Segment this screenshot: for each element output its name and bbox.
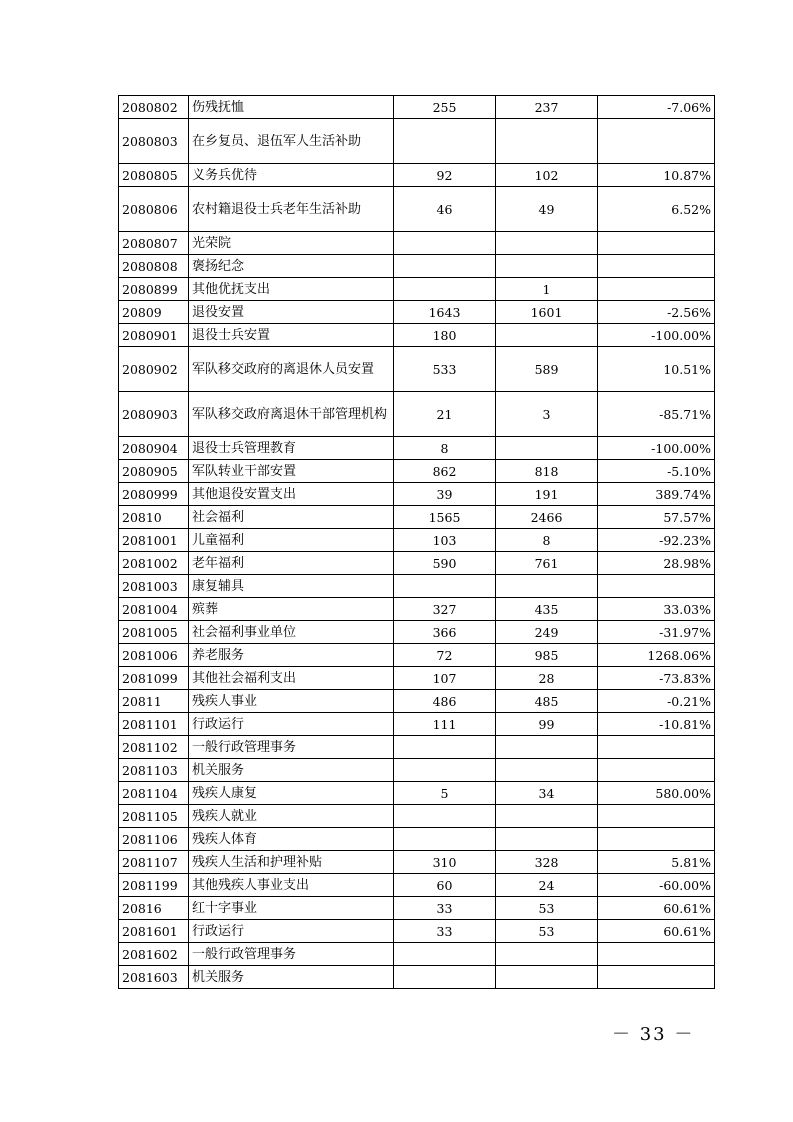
row-value-current: 485 — [496, 690, 598, 713]
row-code: 2080806 — [119, 187, 189, 232]
row-value-current — [496, 119, 598, 164]
table-row — [119, 529, 715, 552]
row-code: 2080808 — [119, 255, 189, 278]
row-change-percent — [598, 759, 715, 782]
table-row — [119, 667, 715, 690]
row-code: 2081101 — [119, 713, 189, 736]
row-code: 2080904 — [119, 437, 189, 460]
table-row — [119, 301, 715, 324]
row-value-prior: 39 — [394, 483, 496, 506]
row-name: 红十字事业 — [189, 897, 394, 920]
row-value-prior: 1643 — [394, 301, 496, 324]
row-value-current: 328 — [496, 851, 598, 874]
row-change-percent: -100.00% — [598, 324, 715, 347]
row-change-percent — [598, 575, 715, 598]
row-code: 2081002 — [119, 552, 189, 575]
table-row — [119, 575, 715, 598]
row-value-current — [496, 437, 598, 460]
row-name: 行政运行 — [189, 713, 394, 736]
row-value-prior: 33 — [394, 920, 496, 943]
table-row — [119, 690, 715, 713]
row-name: 其他退役安置支出 — [189, 483, 394, 506]
row-code: 2080805 — [119, 164, 189, 187]
table-row — [119, 119, 715, 164]
row-code: 2080902 — [119, 347, 189, 392]
row-value-current: 53 — [496, 897, 598, 920]
row-change-percent — [598, 278, 715, 301]
row-code: 2081005 — [119, 621, 189, 644]
row-change-percent: -0.21% — [598, 690, 715, 713]
row-change-percent: 10.51% — [598, 347, 715, 392]
row-name: 残疾人事业 — [189, 690, 394, 713]
row-value-prior — [394, 278, 496, 301]
table-row — [119, 736, 715, 759]
row-value-prior: 33 — [394, 897, 496, 920]
row-value-current: 589 — [496, 347, 598, 392]
row-value-current: 8 — [496, 529, 598, 552]
row-value-current: 49 — [496, 187, 598, 232]
table-row — [119, 897, 715, 920]
row-code: 2081103 — [119, 759, 189, 782]
table-row — [119, 255, 715, 278]
row-change-percent: -10.81% — [598, 713, 715, 736]
row-code: 2081004 — [119, 598, 189, 621]
table-row — [119, 232, 715, 255]
row-name: 机关服务 — [189, 966, 394, 989]
table-row — [119, 828, 715, 851]
row-name: 伤残抚恤 — [189, 96, 394, 119]
row-code: 2081105 — [119, 805, 189, 828]
row-value-prior: 46 — [394, 187, 496, 232]
row-value-current: 53 — [496, 920, 598, 943]
row-code: 2081006 — [119, 644, 189, 667]
row-name: 光荣院 — [189, 232, 394, 255]
row-change-percent: 28.98% — [598, 552, 715, 575]
row-change-percent — [598, 828, 715, 851]
row-value-current — [496, 805, 598, 828]
row-code: 2081199 — [119, 874, 189, 897]
table-row — [119, 943, 715, 966]
row-value-prior: 92 — [394, 164, 496, 187]
table-row — [119, 506, 715, 529]
row-change-percent: 6.52% — [598, 187, 715, 232]
table-row — [119, 644, 715, 667]
table-row — [119, 324, 715, 347]
row-value-current — [496, 324, 598, 347]
row-value-prior: 590 — [394, 552, 496, 575]
row-value-current: 102 — [496, 164, 598, 187]
row-value-current — [496, 736, 598, 759]
table-row — [119, 805, 715, 828]
row-change-percent: 60.61% — [598, 920, 715, 943]
row-code: 20810 — [119, 506, 189, 529]
row-name: 康复辅具 — [189, 575, 394, 598]
page-number: － 33 － — [612, 1024, 695, 1045]
table-row — [119, 96, 715, 119]
row-value-current — [496, 759, 598, 782]
table-row — [119, 851, 715, 874]
row-value-prior: 8 — [394, 437, 496, 460]
row-value-prior — [394, 119, 496, 164]
table-row — [119, 437, 715, 460]
row-value-prior: 21 — [394, 392, 496, 437]
row-value-current: 28 — [496, 667, 598, 690]
row-value-current — [496, 232, 598, 255]
row-value-current: 3 — [496, 392, 598, 437]
row-change-percent: 580.00% — [598, 782, 715, 805]
row-change-percent — [598, 736, 715, 759]
row-name: 军队移交政府离退休干部管理机构 — [189, 392, 394, 437]
row-value-prior: 310 — [394, 851, 496, 874]
row-name: 其他残疾人事业支出 — [189, 874, 394, 897]
row-value-current — [496, 255, 598, 278]
row-change-percent: -2.56% — [598, 301, 715, 324]
row-code: 2080901 — [119, 324, 189, 347]
row-value-prior — [394, 805, 496, 828]
row-change-percent — [598, 943, 715, 966]
row-code: 2081001 — [119, 529, 189, 552]
row-code: 2080802 — [119, 96, 189, 119]
row-value-current — [496, 828, 598, 851]
row-value-current — [496, 575, 598, 598]
table-row — [119, 552, 715, 575]
row-code: 2081601 — [119, 920, 189, 943]
table-row — [119, 347, 715, 392]
row-value-current: 761 — [496, 552, 598, 575]
row-name: 其他优抚支出 — [189, 278, 394, 301]
row-value-prior — [394, 759, 496, 782]
budget-table-body — [119, 96, 715, 989]
row-value-prior: 5 — [394, 782, 496, 805]
table-row — [119, 460, 715, 483]
row-value-prior: 486 — [394, 690, 496, 713]
table-row — [119, 874, 715, 897]
row-code: 20811 — [119, 690, 189, 713]
row-code: 2080905 — [119, 460, 189, 483]
table-row — [119, 920, 715, 943]
row-value-prior: 327 — [394, 598, 496, 621]
row-value-prior — [394, 943, 496, 966]
row-value-prior: 533 — [394, 347, 496, 392]
row-code: 2081107 — [119, 851, 189, 874]
row-value-prior — [394, 255, 496, 278]
row-change-percent: 389.74% — [598, 483, 715, 506]
row-code: 2080999 — [119, 483, 189, 506]
row-name: 在乡复员、退伍军人生活补助 — [189, 119, 394, 164]
row-name: 老年福利 — [189, 552, 394, 575]
row-change-percent: -85.71% — [598, 392, 715, 437]
row-name: 退役士兵安置 — [189, 324, 394, 347]
row-name: 残疾人康复 — [189, 782, 394, 805]
row-code: 2080903 — [119, 392, 189, 437]
row-code: 2081099 — [119, 667, 189, 690]
row-code: 20809 — [119, 301, 189, 324]
table-row — [119, 598, 715, 621]
row-code: 2080807 — [119, 232, 189, 255]
row-change-percent — [598, 119, 715, 164]
row-name: 残疾人生活和护理补贴 — [189, 851, 394, 874]
row-name: 一般行政管理事务 — [189, 943, 394, 966]
row-code: 2081602 — [119, 943, 189, 966]
row-value-prior: 255 — [394, 96, 496, 119]
row-code: 2081603 — [119, 966, 189, 989]
row-change-percent: 10.87% — [598, 164, 715, 187]
row-value-prior — [394, 575, 496, 598]
row-change-percent: -5.10% — [598, 460, 715, 483]
row-value-prior: 1565 — [394, 506, 496, 529]
row-name: 养老服务 — [189, 644, 394, 667]
row-value-current — [496, 966, 598, 989]
row-name: 军队移交政府的离退休人员安置 — [189, 347, 394, 392]
row-value-current: 99 — [496, 713, 598, 736]
row-code: 2081106 — [119, 828, 189, 851]
row-value-current: 191 — [496, 483, 598, 506]
row-name: 机关服务 — [189, 759, 394, 782]
row-name: 社会福利 — [189, 506, 394, 529]
row-value-current: 2466 — [496, 506, 598, 529]
table-row — [119, 187, 715, 232]
row-value-prior: 72 — [394, 644, 496, 667]
row-code: 2081104 — [119, 782, 189, 805]
row-value-current: 818 — [496, 460, 598, 483]
row-value-current: 1 — [496, 278, 598, 301]
row-value-current: 1601 — [496, 301, 598, 324]
row-value-prior — [394, 828, 496, 851]
row-value-current: 24 — [496, 874, 598, 897]
row-change-percent: 57.57% — [598, 506, 715, 529]
row-value-current: 985 — [496, 644, 598, 667]
row-change-percent: -92.23% — [598, 529, 715, 552]
row-code: 2081102 — [119, 736, 189, 759]
row-code: 20816 — [119, 897, 189, 920]
table-row — [119, 392, 715, 437]
row-name: 军队转业干部安置 — [189, 460, 394, 483]
row-value-prior: 60 — [394, 874, 496, 897]
row-value-current: 435 — [496, 598, 598, 621]
row-value-prior: 862 — [394, 460, 496, 483]
row-name: 义务兵优待 — [189, 164, 394, 187]
budget-table — [118, 95, 715, 989]
row-value-prior: 180 — [394, 324, 496, 347]
row-change-percent: -7.06% — [598, 96, 715, 119]
row-value-current: 249 — [496, 621, 598, 644]
row-value-prior — [394, 232, 496, 255]
table-row — [119, 782, 715, 805]
row-change-percent: -31.97% — [598, 621, 715, 644]
row-code: 2080899 — [119, 278, 189, 301]
row-value-current — [496, 943, 598, 966]
row-value-current: 34 — [496, 782, 598, 805]
row-change-percent — [598, 966, 715, 989]
row-code: 2081003 — [119, 575, 189, 598]
row-name: 退役士兵管理教育 — [189, 437, 394, 460]
row-value-prior — [394, 736, 496, 759]
row-name: 残疾人就业 — [189, 805, 394, 828]
row-change-percent — [598, 232, 715, 255]
table-row — [119, 164, 715, 187]
row-name: 社会福利事业单位 — [189, 621, 394, 644]
row-change-percent: 33.03% — [598, 598, 715, 621]
row-value-prior: 366 — [394, 621, 496, 644]
row-change-percent — [598, 805, 715, 828]
row-change-percent: -73.83% — [598, 667, 715, 690]
table-row — [119, 966, 715, 989]
row-change-percent: 5.81% — [598, 851, 715, 874]
row-name: 褒扬纪念 — [189, 255, 394, 278]
row-change-percent — [598, 255, 715, 278]
row-value-current: 237 — [496, 96, 598, 119]
row-name: 其他社会福利支出 — [189, 667, 394, 690]
row-name: 退役安置 — [189, 301, 394, 324]
row-name: 一般行政管理事务 — [189, 736, 394, 759]
row-value-prior: 107 — [394, 667, 496, 690]
row-code: 2080803 — [119, 119, 189, 164]
row-change-percent: -100.00% — [598, 437, 715, 460]
table-row — [119, 713, 715, 736]
row-value-prior: 103 — [394, 529, 496, 552]
row-name: 行政运行 — [189, 920, 394, 943]
row-change-percent: -60.00% — [598, 874, 715, 897]
table-row — [119, 621, 715, 644]
row-change-percent: 1268.06% — [598, 644, 715, 667]
row-change-percent: 60.61% — [598, 897, 715, 920]
row-name: 残疾人体育 — [189, 828, 394, 851]
row-name: 殡葬 — [189, 598, 394, 621]
row-value-prior: 111 — [394, 713, 496, 736]
row-value-prior — [394, 966, 496, 989]
row-name: 农村籍退役士兵老年生活补助 — [189, 187, 394, 232]
table-row — [119, 483, 715, 506]
table-row — [119, 759, 715, 782]
table-row — [119, 278, 715, 301]
row-name: 儿童福利 — [189, 529, 394, 552]
